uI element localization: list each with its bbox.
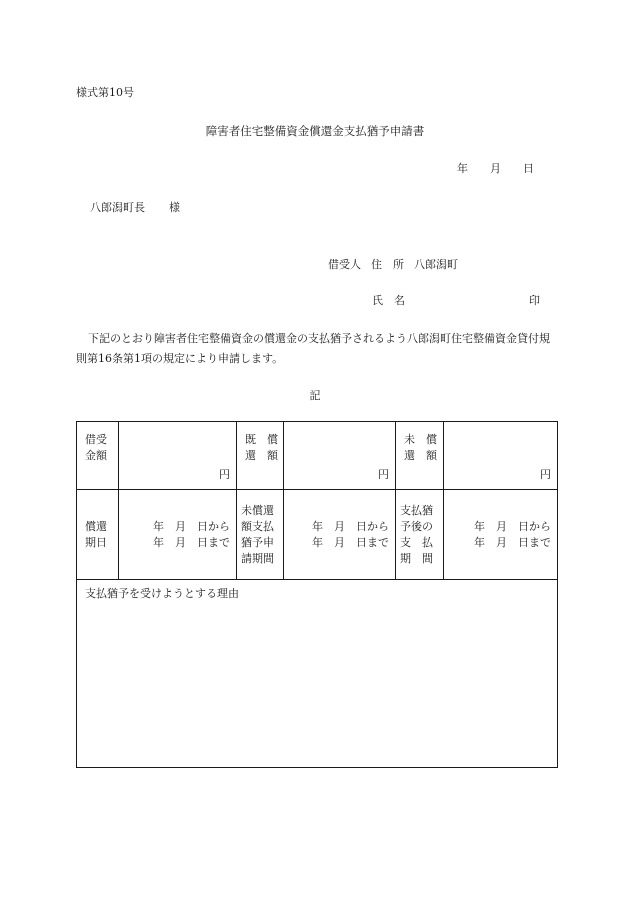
seal-mark: 印 <box>529 294 540 307</box>
unpaid-amount-field[interactable]: 円 <box>444 422 558 490</box>
grace-request-field[interactable]: 年 月 日から 年 月 日まで <box>284 490 396 580</box>
grace-request-label: 未償還 額支払 猶予申 請期間 <box>237 490 284 580</box>
form-number: 様式第10号 <box>76 86 134 99</box>
document-title: 障害者住宅整備資金償還金支払猶予申請書 <box>205 124 425 138</box>
repaid-amount-label: 既 償 還 額 <box>237 422 284 490</box>
borrower-name-line <box>372 292 540 308</box>
table-row <box>77 580 558 768</box>
reason-field[interactable] <box>77 580 558 768</box>
date-year: 年 <box>457 162 468 175</box>
repaid-amount-field[interactable]: 円 <box>284 422 396 490</box>
table-row <box>77 490 558 580</box>
reason-label: 支払猶予を受けようとする理由 <box>85 587 239 600</box>
addressee <box>90 199 180 215</box>
application-table <box>76 421 558 768</box>
body-paragraph: 下記のとおり障害者住宅整備資金の償還金の支払猶予されるよう八郎潟町住宅整備資金貸付規則第16条第1項の規定により申請します。 <box>76 332 550 365</box>
post-grace-label: 支払猶 予後の 支 払 期 間 <box>396 490 444 580</box>
loan-amount-label: 借受 金額 <box>77 422 119 490</box>
repay-period-label: 償還 期日 <box>77 490 119 580</box>
repay-period-field[interactable]: 年 月 日から 年 月 日まで <box>119 490 237 580</box>
name-label: 氏 名 <box>372 294 405 307</box>
date-month: 月 <box>490 162 501 175</box>
addressee-name: 八郎潟町長 <box>90 201 145 214</box>
address-value: 八郎潟町 <box>414 258 458 271</box>
ki-heading: 記 <box>309 389 321 402</box>
borrower-address-line <box>328 256 468 272</box>
unpaid-amount-label: 未 償 還 額 <box>396 422 444 490</box>
loan-amount-field[interactable]: 円 <box>119 422 237 490</box>
address-label: 住 所 <box>371 258 404 271</box>
date-line <box>457 160 534 176</box>
table-row <box>77 422 558 490</box>
date-day: 日 <box>523 162 534 175</box>
borrower-label: 借受人 <box>328 258 361 271</box>
post-grace-field[interactable]: 年 月 日から 年 月 日まで <box>444 490 558 580</box>
addressee-honorific: 様 <box>169 201 180 214</box>
